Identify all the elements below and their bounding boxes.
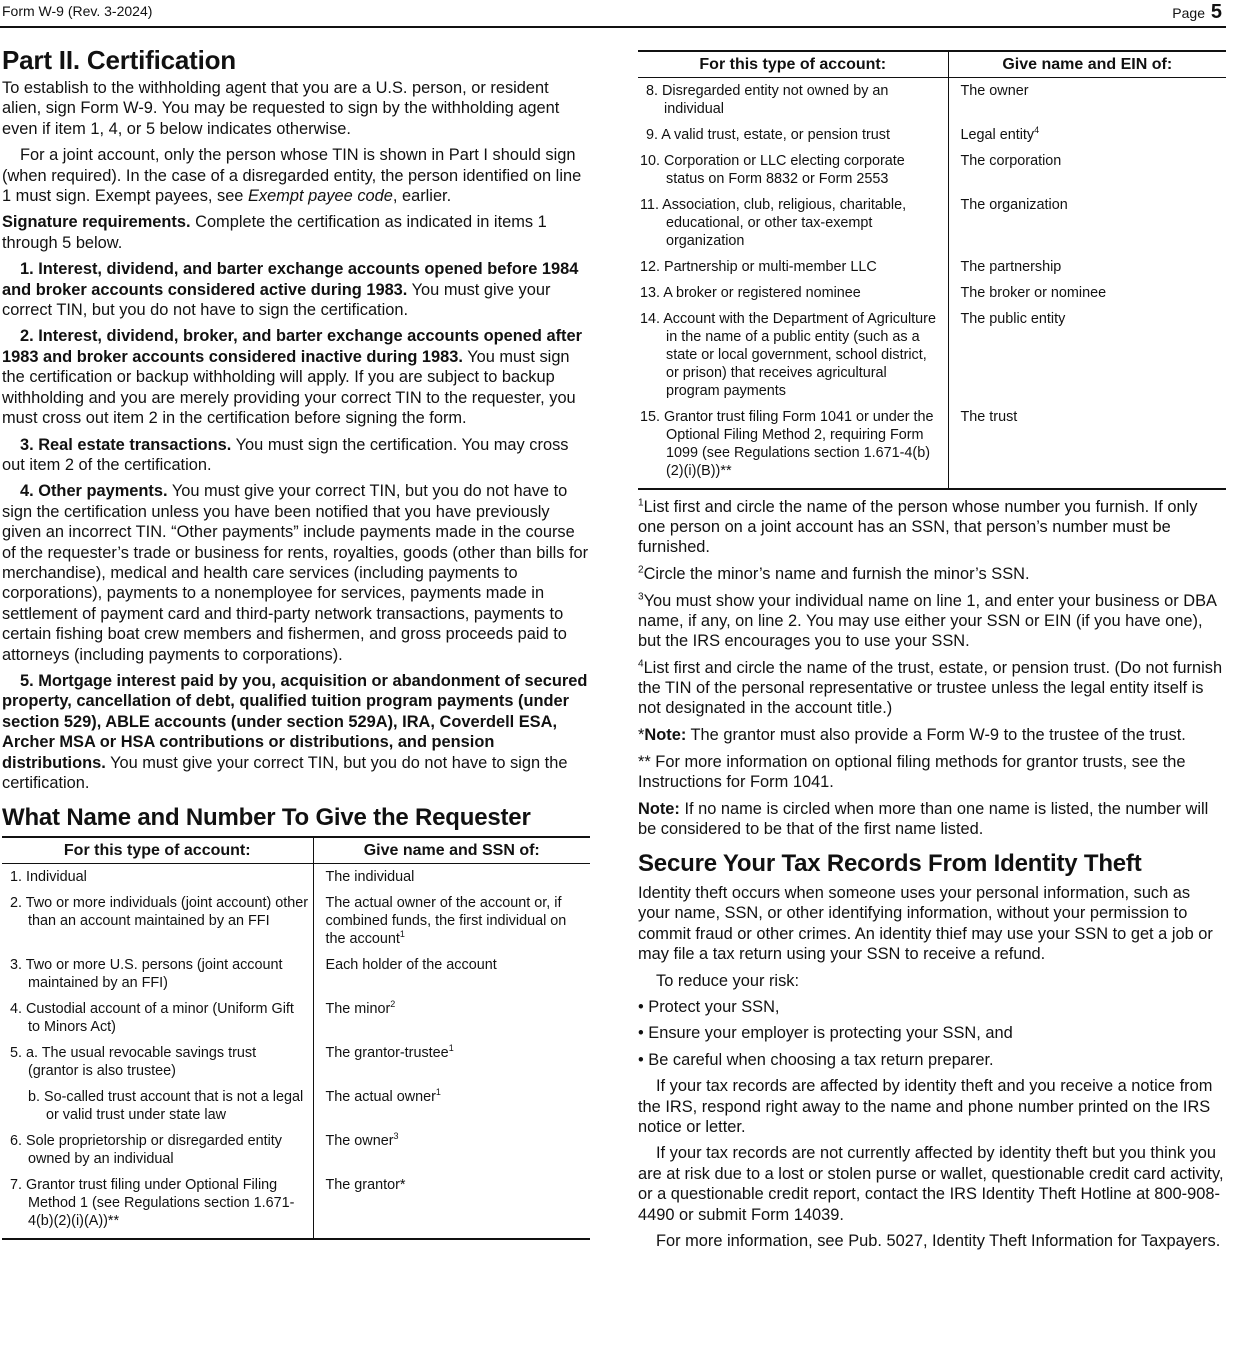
account-type: 11. Association, club, religious, charitable, educational, or other tax-exempt organization <box>640 197 907 249</box>
footnote-ref: 3 <box>393 1131 399 1142</box>
identity-theft-title: Secure Your Tax Records From Identity Theft <box>638 850 1142 877</box>
name-to-give: The individual <box>325 869 415 886</box>
name-to-give: The public entity <box>960 311 1066 327</box>
footnote-2: $^2$Circle the minor’s name and furnish the minor’s SSN. <box>638 564 1030 583</box>
footnote-ref: 2 <box>390 999 396 1010</box>
name-to-give: The actual owner of the account or, if combined funds, the first individual on the account <box>325 895 567 948</box>
account-type: b. So-called trust account that is not a legal or valid trust under state law <box>28 1089 304 1124</box>
table-row <box>638 284 1226 310</box>
table-row <box>638 78 1226 127</box>
ein-table <box>638 50 1226 490</box>
ssn-table-head-name: Give name and SSN of: <box>313 837 590 864</box>
item-4: 4. Other payments. You must give your correct TIN, but you do not have to sign the certification unless you have been notified that you have previously given an incorrect TIN. “Other payments” include payments made in the course of the requester’s trade or business for rents, royalties, goods (other than bills for merchandise), medical and health care services (including payments to corporations), payments to a nonemployee for services, payments made in settlement of payment card and third-party network transactions, payments to certain fishing boat crew members and fishermen, and gross proceeds paid to attorneys (including payments to corporations). <box>2 482 589 664</box>
ssn-table <box>2 836 590 1240</box>
table-row <box>638 152 1226 196</box>
bullet-protect-ssn: • Protect your SSN, <box>638 998 780 1017</box>
table-row <box>2 956 590 1000</box>
account-type: 14. Account with the Department of Agriculture in the name of a public entity (such as a state or local government, school district, or prison) that receives agricultural program payments <box>640 311 936 399</box>
page-indicator <box>1172 1 1222 24</box>
table-row <box>2 894 590 956</box>
table-row <box>638 196 1226 258</box>
item-1: 1. Interest, dividend, and barter exchange accounts opened before 1984 and broker accounts considered active during 1983. You must give your correct TIN, but you do not have to sign the certification. <box>2 260 579 320</box>
table-row <box>638 408 1226 489</box>
name-number-title: What Name and Number To Give the Requester <box>2 804 531 832</box>
name-to-give: The partnership <box>960 259 1062 275</box>
footnote-ref: 1 <box>435 1087 441 1098</box>
name-to-give: The organization <box>960 197 1068 213</box>
footnote-ref: 4 <box>1034 125 1040 136</box>
page-number: 5 <box>1210 1 1222 23</box>
footnote-3-marker: 3 <box>638 591 644 603</box>
optional-filing-note: ** For more information on optional filing methods for grantor trusts, see the Instructions for Form 1041. <box>638 753 1186 791</box>
affected-records: If your tax records are affected by identity theft and you receive a notice from the IRS, respond right away to the name and phone number printed on the IRS notice or letter. <box>638 1077 1213 1137</box>
not-affected-records: If your tax records are not currently affected by identity theft but you think you are at risk due to a lost or stolen purse or wallet, questionable credit card activity, or a questionable credit report, contact the IRS Identity Theft Hotline at 800-908-4490 or submit Form 14039. <box>638 1144 1224 1224</box>
page-header <box>0 0 1226 28</box>
table-row <box>2 1000 590 1044</box>
account-type: 3. Two or more U.S. persons (joint account maintained by an FFI) <box>10 957 283 992</box>
account-type: 5. a. The usual revocable savings trust (grantor is also trustee) <box>10 1045 257 1080</box>
account-type: 9. A valid trust, estate, or pension trust <box>646 127 890 143</box>
account-type: 2. Two or more individuals (joint account) other than an account maintained by an FFI <box>10 895 309 930</box>
no-name-circled-note: Note: If no name is circled when more than one name is listed, the number will be considered to be that of the first name listed. <box>638 800 1209 838</box>
page-label: Page <box>1172 5 1205 21</box>
bullet-preparer: • Be careful when choosing a tax return preparer. <box>638 1050 994 1069</box>
form-id: Form W-9 (Rev. 3-2024) <box>2 3 153 19</box>
table-row <box>2 1088 590 1132</box>
account-type: 12. Partnership or multi-member LLC <box>640 259 877 275</box>
account-type: 1. Individual <box>10 869 87 886</box>
right-column <box>638 50 1226 1252</box>
name-to-give: Each holder of the account <box>325 957 497 974</box>
table-row <box>638 126 1226 152</box>
footnote-4-marker: 4 <box>638 658 644 670</box>
name-to-give: The grantor-trustee <box>325 1045 449 1062</box>
account-type: 7. Grantor trust filing under Optional Filing Method 1 (see Regulations section 1.671-4(b)(2)(i)(A))** <box>10 1177 295 1230</box>
account-type: 15. Grantor trust filing Form 1041 or under the Optional Filing Method 2, requiring Form 1099 (see Regulations section 1.671-4(b)(2)(i)(B))** <box>640 409 934 479</box>
reduce-risk: To reduce your risk: <box>656 971 800 990</box>
footnote-ref: 1 <box>399 929 405 940</box>
footnote-2-marker: 2 <box>638 564 644 576</box>
account-type: 6. Sole proprietorship or disregarded entity owned by an individual <box>10 1133 282 1168</box>
item-5: 5. Mortgage interest paid by you, acquisition or abandonment of secured property, cancellation of debt, qualified tuition program payments (under section 529), ABLE accounts (under section 529A), IRA, Coverdell ESA, Archer MSA or HSA contributions or distributions, and pension distributions. You must give your correct TIN, but you do not have to sign the certification. <box>2 671 588 792</box>
name-to-give: The owner <box>960 83 1029 99</box>
name-to-give: The corporation <box>960 153 1062 169</box>
grantor-note: *Note: The grantor must also provide a Form W-9 to the trustee of the trust. <box>638 726 1186 744</box>
name-to-give: The broker or nominee <box>960 285 1107 301</box>
name-to-give: The trust <box>960 409 1018 425</box>
table-row <box>638 258 1226 284</box>
table-row <box>2 1044 590 1088</box>
name-to-give: The minor <box>325 1001 391 1018</box>
table-row <box>2 864 590 895</box>
footnote-1-marker: 1 <box>638 497 644 509</box>
table-row <box>638 310 1226 408</box>
bullet-employer: • Ensure your employer is protecting your SSN, and <box>638 1024 1013 1043</box>
footnote-1: $^1$List first and circle the name of the person whose number you furnish. If only one person on a joint account has an SSN, that person’s number must be furnished. <box>638 497 1198 556</box>
footnote-ref: 1 <box>448 1043 454 1054</box>
footnote-4: $^4$List first and circle the name of the trust, estate, or pension trust. (Do not furnish the TIN of the personal representative or trustee unless the legal entity itself is not designated in the account title.) <box>638 658 1223 717</box>
account-type: 10. Corporation or LLC electing corporate status on Form 8832 or Form 2553 <box>640 153 905 187</box>
name-to-give: The owner <box>325 1133 394 1150</box>
account-type: 13. A broker or registered nominee <box>640 285 861 301</box>
part-ii-title: Part II. Certification <box>2 45 236 75</box>
more-info: For more information, see Pub. 5027, Identity Theft Information for Taxpayers. <box>656 1232 1221 1251</box>
name-to-give: Legal entity <box>960 127 1035 143</box>
ssn-table-head-account: For this type of account: <box>2 837 313 864</box>
left-column <box>2 44 590 1240</box>
identity-theft-intro: Identity theft occurs when someone uses your personal information, such as your name, SSN, or other identifying information, without your permission to commit fraud or other crimes. An identity thief may use your SSN to get a job or may file a tax return using your SSN to receive a refund. <box>638 884 1213 964</box>
item-2: 2. Interest, dividend, broker, and barter exchange accounts opened after 1983 and broker accounts considered inactive during 1983. You must sign the certification or backup withholding will apply. If you are subject to backup withholding and you are merely providing your correct TIN to the requester, you must cross out item 2 in the certification before signing the form. <box>2 327 582 428</box>
signature-requirements: Signature requirements. Complete the certification as indicated in items 1 through 5 below. <box>2 213 547 252</box>
name-to-give: The actual owner <box>325 1089 436 1106</box>
table-row <box>2 1176 590 1239</box>
account-type: 8. Disregarded entity not owned by an individual <box>646 83 889 117</box>
ein-table-head-account: For this type of account: <box>638 51 948 78</box>
joint-account-para: For a joint account, only the person whose TIN is shown in Part I should sign (when required). In the case of a disregarded entity, the person identified on line 1 must sign. Exempt payees, see Exempt payee code, earlier. <box>2 146 582 206</box>
ein-table-head-name: Give name and EIN of: <box>948 51 1226 78</box>
name-to-give: The grantor* <box>325 1177 406 1194</box>
account-type: 4. Custodial account of a minor (Uniform Gift to Minors Act) <box>10 1001 294 1036</box>
cert-intro: To establish to the withholding agent that you are a U.S. person, or resident alien, sign Form W-9. You may be requested to sign by the withholding agent even if item 1, 4, or 5 below indicates otherwise. <box>2 79 560 138</box>
table-row <box>2 1132 590 1176</box>
footnote-3: $^3$You must show your individual name on line 1, and enter your business or DBA name, if any, on line 2. You may use either your SSN or EIN (if you have one), but the IRS encourages you to use your SSN. <box>638 591 1217 650</box>
item-3: 3. Real estate transactions. You must sign the certification. You may cross out item 2 of the certification. <box>2 435 569 474</box>
